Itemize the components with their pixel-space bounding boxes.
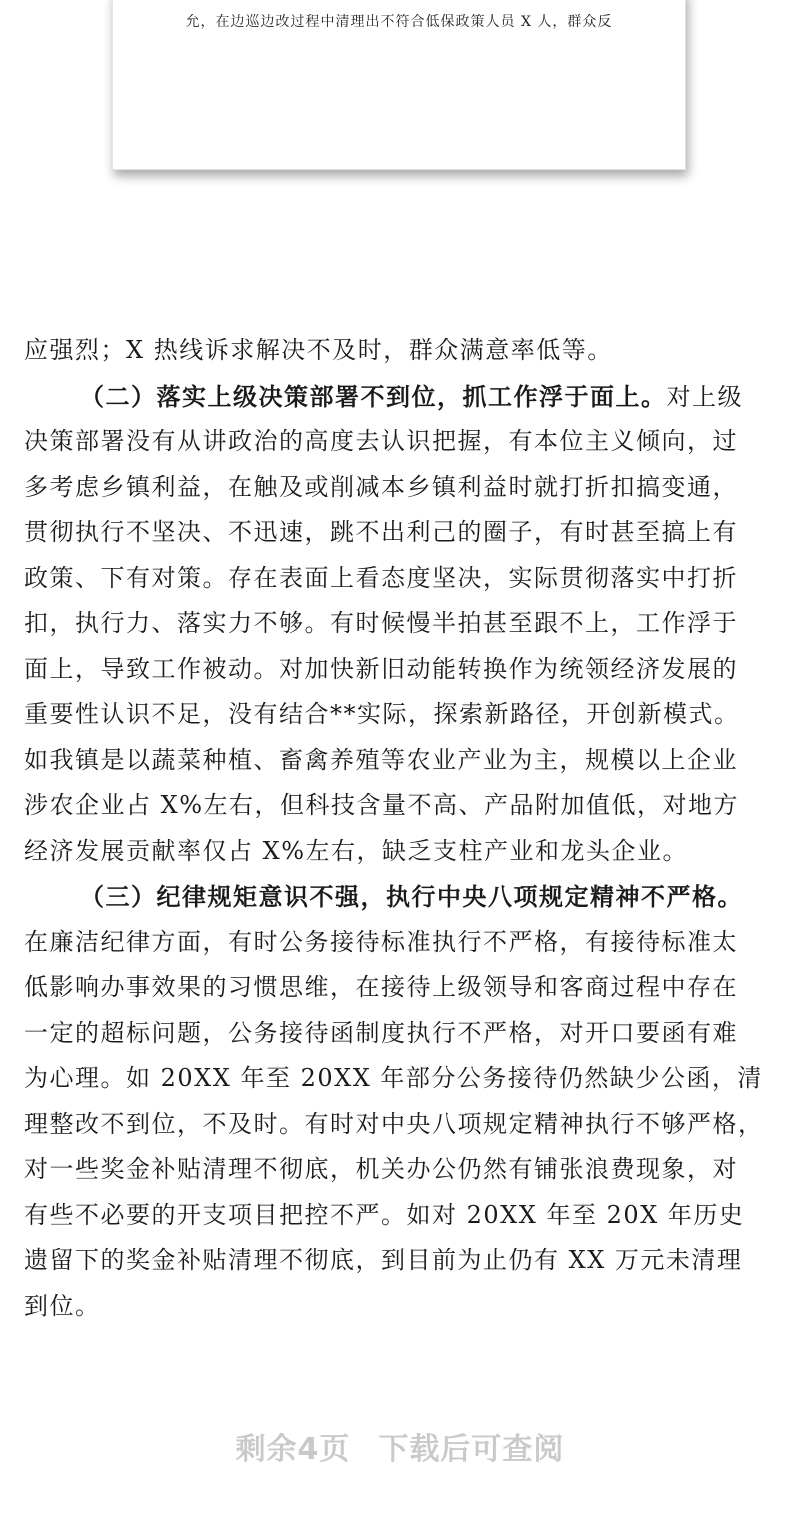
paragraph-line: 面上，导致工作被动。对加快新旧动能转换作为统领经济发展的 [24, 654, 738, 683]
section-heading-line [24, 374, 784, 420]
remaining-pages-label: 剩余4页 [235, 1432, 351, 1467]
download-hint-label: 下载后可查阅 [378, 1432, 565, 1467]
paragraph-line: 一定的超标问题，公务接待函制度执行不严格，对开口要函有难 [24, 1018, 738, 1047]
document-page-preview [112, 0, 686, 170]
paragraph-line: 多考虑乡镇利益，在触及或削减本乡镇利益时就打折扣搞变通， [24, 472, 738, 501]
paragraph-line: 政策、下有对策。存在表面上看态度坚决，实际贯彻落实中打折 [24, 563, 738, 592]
document-body [24, 328, 784, 1329]
section-heading-3: （三）纪律规矩意识不强，执行中央八项规定精神不严格。 [80, 882, 743, 911]
paragraph-line: 在廉洁纪律方面，有时公务接待标准执行不严格，有接待标准太 [24, 927, 738, 956]
paragraph-text: 对上级 [666, 382, 743, 411]
paragraph-line: 如我镇是以蔬菜种植、畜禽养殖等农业产业为主，规模以上企业 [24, 745, 738, 774]
paragraph-line: 为心理。如 20XX 年至 20XX 年部分公务接待仍然缺少公函，清 [24, 1064, 763, 1092]
paragraph-line: 遗留下的奖金补贴清理不彻底，到目前为止仍有 XX 万元未清理 [24, 1246, 743, 1274]
paragraph-line: 决策部署没有从讲政治的高度去认识把握，有本位主义倾向，过 [24, 427, 738, 455]
paragraph-line: 有些不必要的开支项目把控不严。如对 20XX 年至 20X 年历史 [24, 1200, 745, 1229]
remaining-pages-banner[interactable] [0, 1424, 800, 1468]
paragraph-line: 应强烈；X 热线诉求解决不及时，群众满意率低等。 [24, 336, 613, 364]
preview-text-line: 允，在边巡边改过程中清理出不符合低保政策人员 X 人，群众反 [185, 14, 613, 30]
paragraph-line: 涉农企业占 X%左右，但科技含量不高、产品附加值低，对地方 [24, 791, 740, 819]
paragraph-line: 重要性认识不足，没有结合**实际，探索新路径，开创新模式。 [24, 700, 740, 728]
paragraph-line: 对一些奖金补贴清理不彻底，机关办公仍然有铺张浪费现象，对 [24, 1155, 738, 1183]
paragraph-line: 经济发展贡献率仅占 X%左右，缺乏支柱产业和龙头企业。 [24, 836, 689, 865]
section-heading-2: （二）落实上级决策部署不到位，抓工作浮于面上。 [80, 381, 667, 411]
paragraph-line: 低影响办事效果的习惯思维，在接待上级领导和客商过程中存在 [24, 973, 738, 1001]
paragraph-line: 到位。 [24, 1291, 101, 1320]
paragraph-line: 扣，执行力、落实力不够。有时候慢半拍甚至跟不上，工作浮于 [24, 609, 738, 637]
paragraph-line: 理整改不到位，不及时。有时对中央八项规定精神执行不够严格， [24, 1109, 764, 1138]
paragraph-line: 贯彻执行不坚决、不迅速，跳不出利己的圈子，有时甚至搞上有 [24, 518, 738, 546]
